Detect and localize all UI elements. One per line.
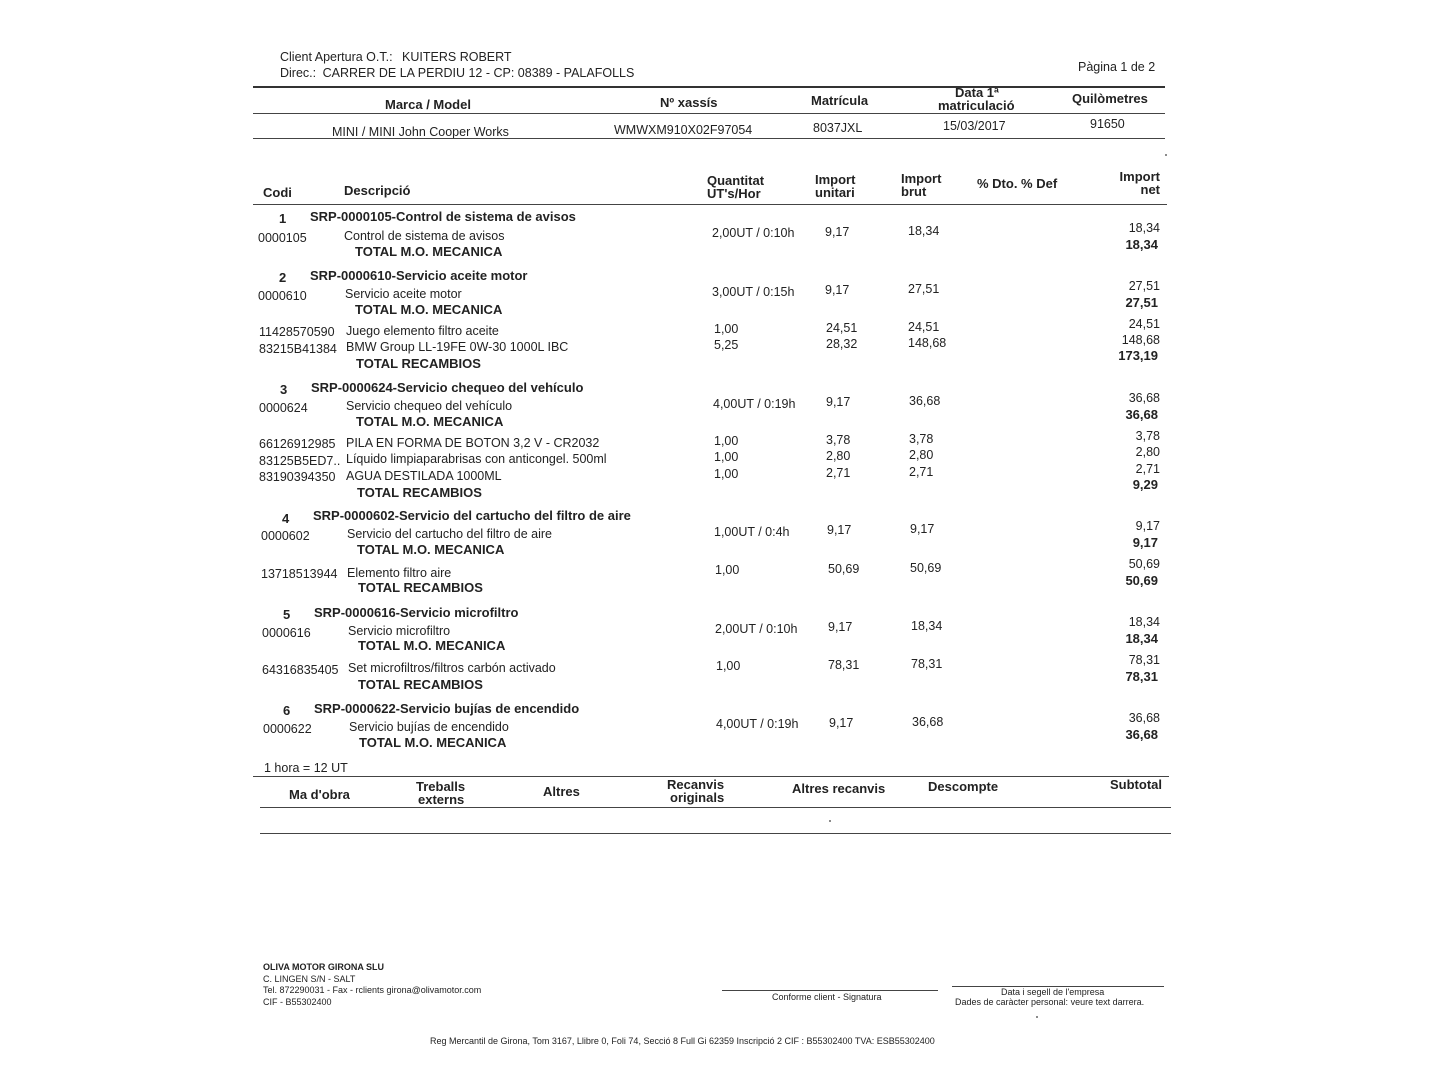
client-address-row [280,66,634,80]
line-gross: 27,51 [908,282,940,296]
group-title: SRP-0000624-Servicio chequeo del vehículo [311,380,584,395]
total-labor-label: TOTAL M.O. MECANICA [355,244,503,259]
part-qty: 1,00 [714,322,739,336]
total-labor: 18,34 [1125,631,1158,646]
line-unit: 9,17 [825,283,850,297]
part-qty: 1,00 [714,450,739,464]
group-number: 1 [279,211,287,226]
line-gross: 36,68 [912,715,944,729]
part-qty: 5,25 [714,338,739,352]
group-number: 4 [282,511,290,526]
line-net: 18,34 [1128,221,1160,235]
part-gross: 3,78 [909,432,934,446]
line-net: 9,17 [1135,519,1160,533]
company-contact: Tel. 872290031 - Fax - rclients girona@olivamotor.com [263,985,482,995]
vehicle-header-reg2: matriculació [938,98,1015,113]
group-title: SRP-0000616-Servicio microfiltro [314,605,519,620]
col-header-unit2: unitari [815,185,855,200]
vehicle-header-model: Marca / Model [385,97,471,112]
col-header-desc: Descripció [344,183,411,198]
total-labor-label: TOTAL M.O. MECANICA [358,638,506,653]
total-parts-label: TOTAL RECAMBIOS [357,485,482,500]
summary-subtotal: Subtotal [1110,777,1162,792]
group-title: SRP-0000610-Servicio aceite motor [310,268,528,283]
col-header-qty1: Quantitat [707,173,765,188]
total-labor: 18,34 [1125,237,1158,252]
total-labor-label: TOTAL M.O. MECANICA [356,414,504,429]
line-unit: 9,17 [827,523,852,537]
line-code: 0000616 [262,626,311,640]
vehicle-divider-top [253,113,1165,114]
summary-divider-mid [260,807,1171,808]
line-code: 0000105 [258,231,307,245]
page-number: Pàgina 1 de 2 [1078,60,1156,74]
total-parts: 173,19 [1118,348,1158,363]
summary-divider-bottom [260,833,1171,834]
total-labor-label: TOTAL M.O. MECANICA [359,735,507,750]
col-header-gross2: brut [901,184,927,199]
part-unit: 28,32 [826,337,858,351]
part-gross: 148,68 [908,336,947,350]
summary-others: Altres [543,784,580,799]
total-labor: 36,68 [1125,407,1158,422]
part-desc: Líquido limpiaparabrisas con anticongel. 500ml [346,452,607,466]
vehicle-header-chassis: Nº xassís [660,95,718,110]
summary-external-1: Treballs [416,779,466,794]
total-labor: 9,17 [1132,535,1158,550]
line-desc: Servicio bujías de encendido [349,720,509,734]
part-unit: 50,69 [828,562,860,576]
line-code: 0000622 [263,722,312,736]
hour-note: 1 hora = 12 UT [264,761,348,775]
col-header-net2: net [1140,182,1160,197]
part-desc: Elemento filtro aire [347,566,452,580]
line-net: 36,68 [1128,391,1160,405]
line-gross: 36,68 [909,394,941,408]
col-header-qty2: UT's/Hor [707,186,761,201]
col-header-unit1: Import [815,172,856,187]
line-unit: 9,17 [828,620,853,634]
part-unit: 3,78 [826,433,851,447]
total-parts-label: TOTAL RECAMBIOS [358,677,483,692]
part-net: 78,31 [1128,653,1160,667]
group-title: SRP-0000602-Servicio del cartucho del filtro de aire [313,508,631,523]
part-gross: 50,69 [910,561,942,575]
total-parts: 50,69 [1125,573,1158,588]
scan-speck [829,820,831,822]
line-desc: Servicio del cartucho del filtro de aire [347,527,552,541]
line-code: 0000602 [261,529,310,543]
part-net: 50,69 [1128,557,1160,571]
line-gross: 18,34 [908,224,940,238]
vehicle-km: 91650 [1090,117,1125,131]
line-net: 27,51 [1128,279,1160,293]
part-code: 83215B41384 [259,342,337,356]
line-qty: 2,00UT / 0:10h [712,226,795,240]
line-qty: 3,00UT / 0:15h [712,285,795,299]
line-code: 0000610 [258,289,307,303]
part-unit: 78,31 [828,658,860,672]
group-number: 5 [283,607,291,622]
part-qty: 1,00 [714,434,739,448]
group-number: 3 [280,382,288,397]
total-parts-label: TOTAL RECAMBIOS [358,580,483,595]
scan-speck [1036,1016,1038,1018]
total-parts: 78,31 [1125,669,1158,684]
header-divider [253,86,1165,88]
group-number: 6 [283,703,291,718]
part-qty: 1,00 [714,467,739,481]
client-name: KUITERS ROBERT [402,50,512,64]
part-unit: 2,80 [826,449,851,463]
part-code: 83190394350 [259,470,336,484]
personal-data-note: Dades de caràcter personal: veure text darrera. [955,997,1145,1007]
line-unit: 9,17 [826,395,851,409]
client-name-row [280,50,512,64]
col-header-gross1: Import [901,171,942,186]
part-net: 148,68 [1121,333,1160,347]
part-unit: 24,51 [826,321,858,335]
client-name-label: Client Apertura O.T.: [280,50,393,64]
summary-discount: Descompte [928,779,999,794]
line-net: 18,34 [1128,615,1160,629]
part-gross: 78,31 [911,657,943,671]
part-net: 3,78 [1135,429,1160,443]
part-desc: BMW Group LL-19FE 0W-30 1000L IBC [346,340,569,354]
part-code: 64316835405 [262,663,339,677]
part-gross: 24,51 [908,320,940,334]
company-cif: CIF - B55302400 [263,997,332,1007]
line-unit: 9,17 [825,225,850,239]
vehicle-model: MINI / MINI John Cooper Works [332,125,509,139]
line-gross: 9,17 [910,522,935,536]
line-net: 36,68 [1128,711,1160,725]
line-desc: Servicio chequeo del vehículo [346,399,513,413]
line-qty: 4,00UT / 0:19h [713,397,796,411]
line-desc: Control de sistema de avisos [344,229,505,243]
vehicle-header-plate: Matrícula [811,93,869,108]
summary-original-1: Recanvis [667,777,725,792]
part-desc: Juego elemento filtro aceite [346,324,499,338]
summary-other-parts: Altres recanvis [792,781,886,796]
part-gross: 2,71 [909,465,934,479]
line-qty: 1,00UT / 0:4h [714,525,790,539]
line-gross: 18,34 [911,619,943,633]
part-code: 13718513944 [261,567,338,581]
line-qty: 4,00UT / 0:19h [716,717,799,731]
table-header-divider [253,204,1167,205]
total-labor: 36,68 [1125,727,1158,742]
client-signature-label: Conforme client - Signatura [772,992,882,1002]
col-header-discount: % Dto. % Def [977,176,1058,191]
summary-original-2: originals [670,790,725,805]
total-parts-label: TOTAL RECAMBIOS [356,356,481,371]
line-unit: 9,17 [829,716,854,730]
part-qty: 1,00 [716,659,741,673]
part-desc: PILA EN FORMA DE BOTON 3,2 V - CR2032 [346,436,600,450]
summary-labor: Ma d'obra [289,787,350,802]
group-title: SRP-0000105-Control de sistema de avisos [310,209,576,224]
total-parts: 9,29 [1132,477,1158,492]
line-qty: 2,00UT / 0:10h [715,622,798,636]
part-desc: Set microfiltros/filtros carbón activado [348,661,556,675]
part-desc: AGUA DESTILADA 1000ML [346,469,502,483]
client-signature-line [722,990,938,991]
part-net: 2,71 [1135,462,1160,476]
company-name: OLIVA MOTOR GIRONA SLU [263,962,384,972]
scan-speck [1165,154,1167,156]
part-gross: 2,80 [909,448,934,462]
line-code: 0000624 [259,401,308,415]
total-labor-label: TOTAL M.O. MECANICA [357,542,505,557]
part-net: 2,80 [1135,445,1160,459]
vehicle-header-reg1: Data 1ª [955,85,999,100]
group-number: 2 [279,270,287,285]
total-labor: 27,51 [1125,295,1158,310]
col-header-code: Codi [263,185,292,200]
summary-external-2: externs [418,792,465,807]
company-address: C. LINGEN S/N - SALT [263,974,356,984]
client-address: CARRER DE LA PERDIU 12 - CP: 08389 - PALAFOLLS [322,66,635,80]
vehicle-chassis: WMWXM910X02F97054 [614,123,753,137]
group-title: SRP-0000622-Servicio bujías de encendido [314,701,580,716]
vehicle-reg-date: 15/03/2017 [943,119,1006,133]
vehicle-plate: 8037JXL [813,121,863,135]
line-desc: Servicio aceite motor [345,287,462,301]
part-unit: 2,71 [826,466,851,480]
vehicle-divider-bottom [253,138,1165,139]
part-qty: 1,00 [715,563,740,577]
registry-info: Reg Mercantil de Girona, Tom 3167, Llibre 0, Foli 74, Secció 8 Full Gi 62359 Inscripció 2 CIF : B55302400 TVA: ESB55302400 [430,1036,935,1046]
part-code: 66126912985 [259,437,336,451]
part-code: 83125B5ED7.. [259,454,341,468]
part-code: 11428570590 [259,325,335,339]
part-net: 24,51 [1128,317,1160,331]
col-header-net1: Import [1119,169,1160,184]
line-desc: Servicio microfiltro [348,624,451,638]
total-labor-label: TOTAL M.O. MECANICA [355,302,503,317]
vehicle-header-km: Quilòmetres [1072,91,1148,106]
client-address-label: Direc.: [280,66,317,80]
company-stamp-label: Data i segell de l'empresa [1001,987,1105,997]
